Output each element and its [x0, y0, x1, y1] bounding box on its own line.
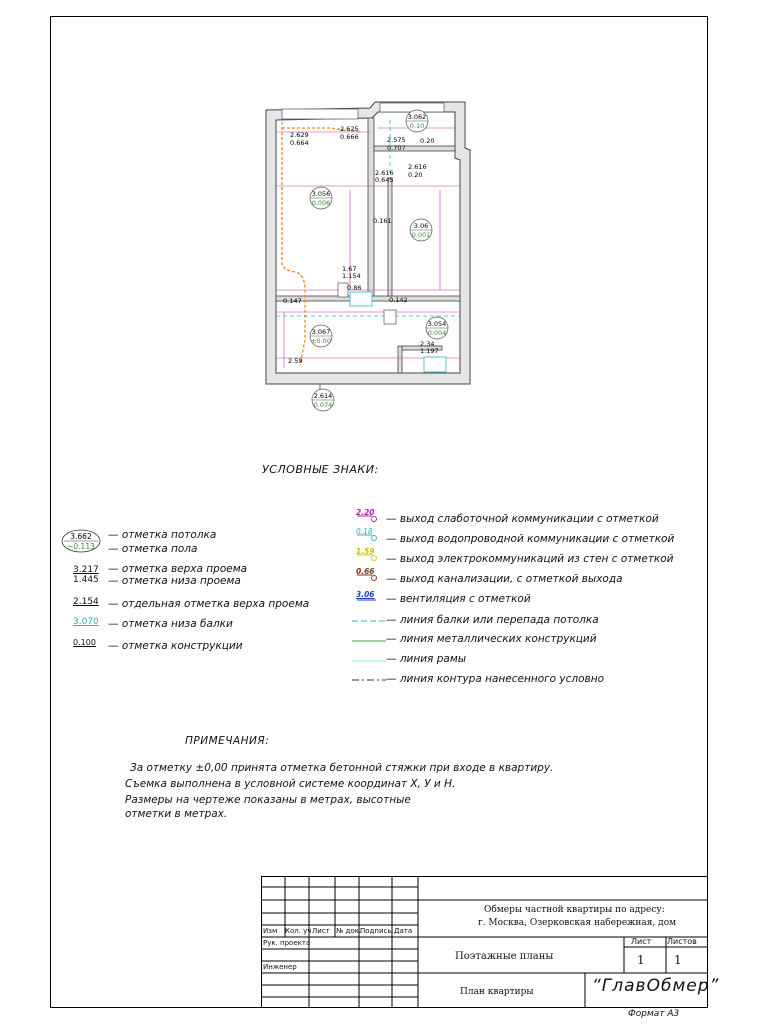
ceiling-marker-1 [406, 110, 428, 132]
svg-text:3.062: 3.062 [407, 113, 427, 121]
svg-text:0.20: 0.20 [408, 171, 423, 179]
tb-col-izm: Изм [263, 927, 278, 935]
svg-text:0.147: 0.147 [283, 297, 302, 305]
fixture-sink [350, 292, 372, 306]
legend-water-sym: 0.18 [356, 527, 373, 536]
ceiling-marker-4 [310, 325, 332, 347]
svg-text:3.06: 3.06 [413, 222, 429, 230]
svg-text:0.142: 0.142 [389, 296, 408, 304]
svg-text:0.86: 0.86 [347, 284, 362, 292]
wall-vertical-mid [368, 118, 374, 298]
note-line-2: Съемка выполнена в условной системе координат Х, У и Н. [125, 778, 456, 790]
svg-text:1.67: 1.67 [342, 265, 357, 273]
tb-col-doc: № док. [336, 927, 362, 935]
legend-beam-label: — отметка низа балки [108, 618, 233, 630]
legend-electric-marker [356, 553, 380, 563]
tb-role-engineer: Инженер [263, 963, 297, 971]
legend-electric-sym: 1.59 [356, 547, 375, 556]
legend-single-opening-sym: 2.154 [73, 597, 99, 607]
legend-construct-label: — отметка конструкции [108, 640, 243, 652]
svg-text:3.662: 3.662 [70, 532, 92, 541]
legend-contour-line [352, 677, 388, 683]
svg-text:±0.00: ±0.00 [311, 337, 331, 345]
legend-floor-label: — отметка пола [108, 543, 198, 555]
svg-text:1.197: 1.197 [420, 347, 439, 355]
tb-col-kol: Кол. уч [285, 927, 312, 935]
legend-vent-marker [356, 598, 380, 606]
legend-water-label: — выход водопроводной коммуникации с отметкой [386, 533, 675, 545]
svg-text:0.10: 0.10 [409, 122, 425, 130]
legend-lowcurrent-label: — выход слаботочной коммуникации с отметкой [386, 513, 659, 525]
legend-opening-top-label: — отметка верха проема [108, 563, 248, 575]
svg-text:3.056: 3.056 [311, 190, 331, 198]
svg-text:2.59: 2.59 [288, 357, 303, 365]
format-label: Формат А3 [628, 1009, 680, 1019]
ceiling-marker-2 [310, 187, 332, 209]
tb-sheet: 1 [637, 953, 645, 967]
tb-address-1: Обмеры частной квартиры по адресу: [484, 905, 665, 915]
legend-ceiling-symbol [60, 528, 104, 554]
legend-single-opening-label: — отдельная отметка верха проема [108, 598, 310, 610]
legend-electric-label: — выход электрокоммуникаций из стен с отметкой [386, 553, 674, 565]
legend-vent-sym: 3.06 [356, 590, 375, 599]
ceiling-marker-5 [426, 317, 448, 339]
legend-lowcurrent-sym: 2.20 [356, 508, 375, 517]
note-line-1: За отметку ±0,00 принята отметка бетонной стяжки при входе в квартиру. [130, 762, 554, 774]
legend-metal-line [352, 638, 388, 644]
legend-water-marker [356, 533, 380, 543]
svg-text:1.154: 1.154 [342, 272, 361, 280]
tb-col-date: Дата [394, 927, 413, 935]
svg-text:0.004: 0.004 [427, 329, 447, 337]
tb-section: Поэтажные планы [455, 951, 554, 962]
tb-col-sign: Подпись [360, 927, 392, 935]
tb-role-lead: Рук. проекта [263, 939, 311, 947]
svg-text:0.074: 0.074 [313, 401, 333, 409]
legend-opening-bottom-sym: 1.445 [73, 575, 99, 585]
svg-text:2.629: 2.629 [290, 131, 309, 139]
legend-metal-line-label: — линия металлических конструкций [386, 633, 597, 645]
legend-frame-line-label: — линия рамы [386, 653, 467, 665]
tb-sheet-label: Лист [631, 937, 652, 946]
svg-text:2.625: 2.625 [340, 125, 359, 133]
legend-lowcurrent-marker [356, 514, 380, 524]
svg-text:2.34: 2.34 [420, 340, 435, 348]
window-top-left [282, 109, 358, 119]
svg-text:2.616: 2.616 [408, 163, 427, 171]
note-line-4: отметки в метрах. [125, 808, 228, 820]
svg-text:0.20: 0.20 [420, 137, 435, 145]
legend-sewer-label: — выход канализации, с отметкой выхода [386, 573, 623, 585]
svg-text:3.054: 3.054 [427, 320, 447, 328]
note-line-3: Размеры на чертеже показаны в метрах, высотные [125, 794, 411, 806]
svg-text:0.161: 0.161 [373, 217, 392, 225]
notes-title: ПРИМЕЧАНИЯ: [185, 735, 270, 747]
svg-text:2.616: 2.616 [375, 169, 394, 177]
legend-beam-line [352, 618, 388, 624]
legend-construct-sym: 0.100 [73, 638, 96, 647]
legend-vent-label: — вентиляция с отметкой [386, 593, 531, 605]
tb-sheets: 1 [674, 953, 682, 967]
svg-text:0.006: 0.006 [311, 199, 331, 207]
fixture-bath [424, 357, 446, 372]
svg-text:2.575: 2.575 [387, 136, 406, 144]
tb-col-list: Лист [312, 927, 330, 935]
legend-sewer-sym: 0.66 [356, 567, 375, 576]
legend-opening-top-sym: 3.217 [73, 565, 99, 575]
svg-text:3.067: 3.067 [311, 328, 331, 336]
legend-ceiling-label: — отметка потолка [108, 529, 217, 541]
legend-title: УСЛОВНЫЕ ЗНАКИ: [262, 463, 379, 476]
svg-text:0.666: 0.666 [340, 133, 359, 141]
svg-text:−0.113: −0.113 [67, 542, 95, 551]
svg-text:0.664: 0.664 [290, 139, 309, 147]
legend-contour-line-label: — линия контура нанесенного условно [386, 673, 605, 685]
legend-beam-sym: 3.070 [73, 617, 99, 627]
legend-sewer-marker [356, 573, 380, 583]
ceiling-marker-3 [410, 219, 432, 241]
legend-frame-line [352, 658, 388, 664]
wall-bath [388, 178, 392, 296]
tb-drawing: План квартиры [460, 987, 534, 997]
svg-text:2.614: 2.614 [313, 392, 333, 400]
fixture-box [384, 310, 396, 324]
svg-text:0.645: 0.645 [375, 176, 394, 184]
window-top-right [380, 103, 444, 112]
svg-text:0.001: 0.001 [411, 231, 431, 239]
legend-opening-bottom-label: — отметка низа проема [108, 575, 241, 587]
tb-company: “ГлавОбмер” [592, 976, 720, 996]
svg-text:0.707: 0.707 [387, 144, 406, 152]
legend-beam-line-label: — линия балки или перепада потолка [386, 614, 599, 626]
ceiling-marker-6 [312, 389, 334, 411]
tb-address-2: г. Москва, Озерковская набережная, дом [478, 918, 677, 928]
wall-lower [398, 346, 402, 373]
tb-sheets-label: Листов [667, 937, 697, 946]
